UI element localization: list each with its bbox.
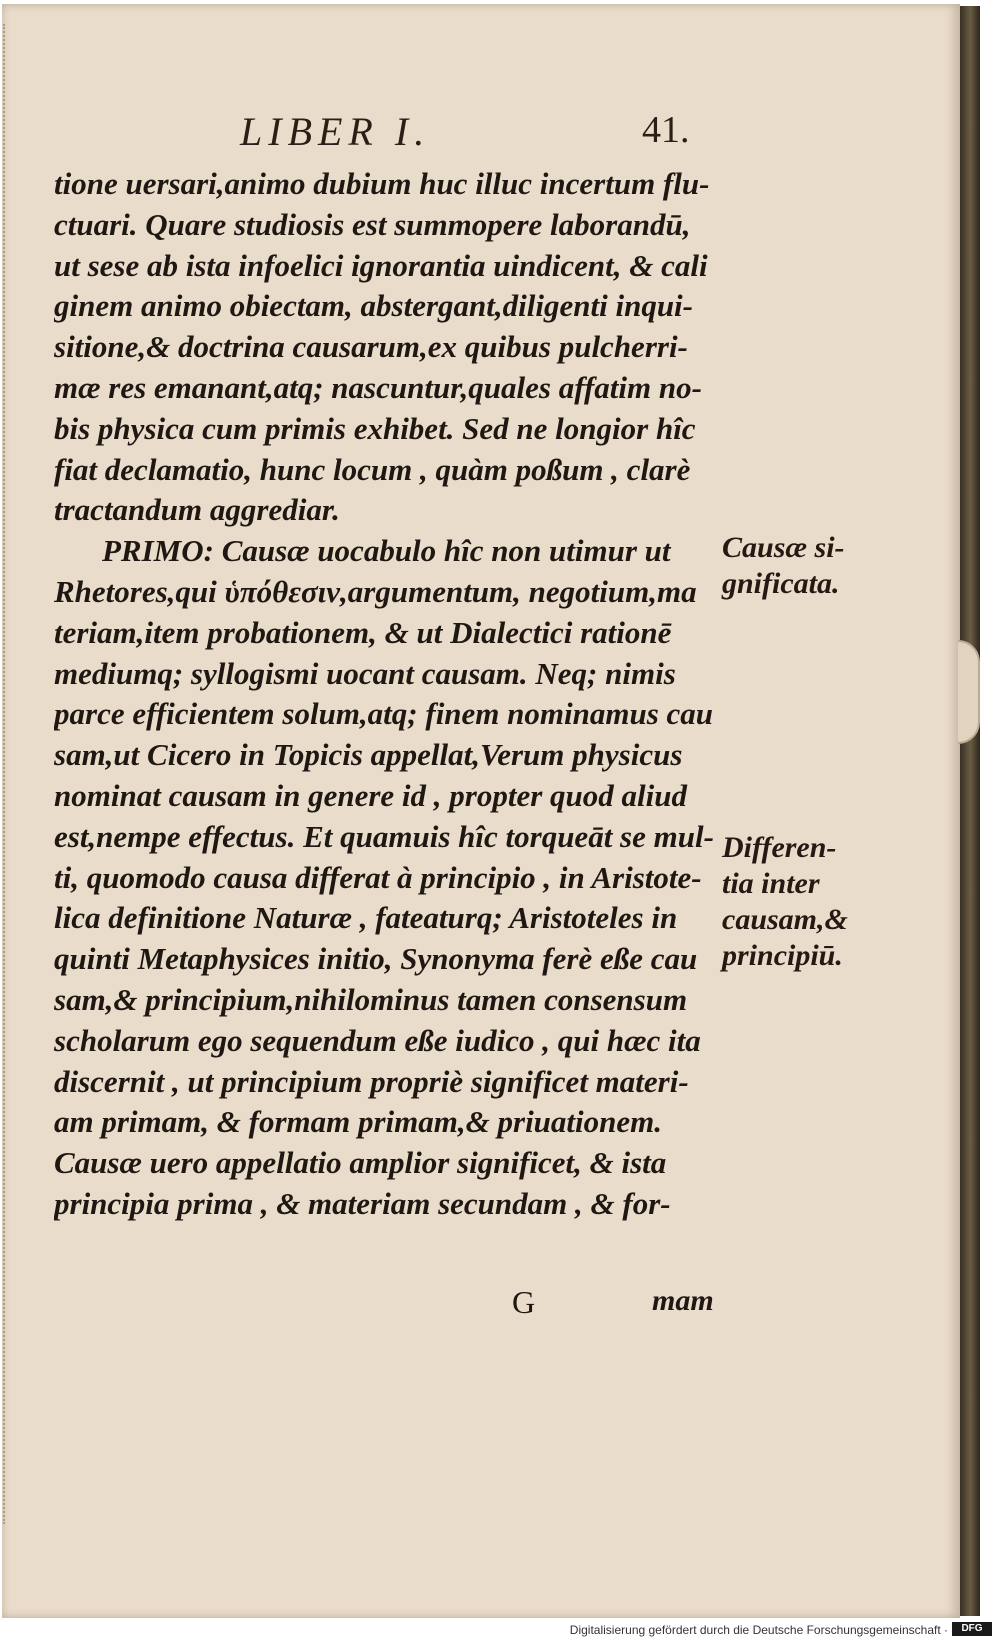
digitization-footer <box>0 1618 1000 1641</box>
text-line: ut sese ab ista infoelici ignorantia uindicent, & cali <box>54 247 708 283</box>
text-line: Rhetores,qui ὑπόθεσιν,argumentum, negotium,ma <box>54 573 697 609</box>
margin-note-line: causam,& <box>722 903 848 936</box>
text-line: scholarum ego sequendum eße iudico , qui hæc ita <box>54 1022 701 1058</box>
text-line: discernit , ut principium propriè significet materi- <box>54 1063 689 1099</box>
margin-note-line: Causæ si- <box>722 531 845 564</box>
page-header <box>2 96 960 156</box>
text-line: mæ res emanant,atq; nascuntur,quales affatim no- <box>54 369 702 405</box>
text-line: est,nempe effectus. Et quamuis hîc torqueāt se mul- <box>54 818 714 854</box>
text-line: ctuari. Quare studiosis est summopere laborandū, <box>54 206 691 242</box>
text-line: ginem animo obiectam, abstergant,diligenti inqui- <box>54 288 693 324</box>
text-line: teriam,item probationem, & ut Dialectici rationē <box>54 614 672 650</box>
gutter-mark <box>3 24 13 1524</box>
text-line: sam,ut Cicero in Topicis appellat,Verum physicus <box>54 737 683 773</box>
page-tab-shadow <box>958 640 980 744</box>
text-line: quinti Metaphysices initio, Synonyma ferè eße cau <box>54 941 698 977</box>
text-line: nominat causam in genere id , propter quod aliud <box>54 777 688 813</box>
body-text <box>54 164 722 1225</box>
text-line: mediumq; syllogismi uocant causam. Neq; nimis <box>54 655 676 691</box>
margin-note-significata <box>722 530 845 602</box>
text-line: lica definitione Naturæ , fateaturq; Aristoteles in <box>54 900 678 936</box>
page-number: 41. <box>642 109 690 151</box>
text-line: sitione,& doctrina causarum,ex quibus pulcherri- <box>54 329 688 365</box>
text-line: tractandum aggrediar. <box>54 492 340 528</box>
text-line: ti, quomodo causa differat à principio , in Aristote- <box>54 859 702 895</box>
margin-note-line: tia inter <box>722 867 820 900</box>
text-line: sam,& principium,nihilominus tamen consensum <box>54 981 688 1017</box>
margin-note-line: Differen- <box>722 831 837 864</box>
running-title: LIBER I. <box>240 109 431 154</box>
margin-note-line: gnificata. <box>722 567 840 600</box>
text-line: tione uersari,animo dubium huc illuc incertum flu- <box>54 166 710 201</box>
text-line: principia prima , & materiam secundam , & for- <box>54 1185 671 1221</box>
margin-note-line: principiū. <box>722 939 843 972</box>
funding-credit: Digitalisierung gefördert durch die Deutsche Forschungsgemeinschaft · <box>569 1623 948 1637</box>
dfg-logo: DFG <box>952 1622 992 1636</box>
text-line: am primam, & formam primam,& priuationem. <box>54 1104 663 1140</box>
text-line: parce efficientem solum,atq; finem nominamus cau <box>54 696 714 732</box>
catchword: mam <box>652 1284 714 1317</box>
paragraph-first-line: PRIMO: Causæ uocabulo hîc non utimur ut <box>102 533 671 569</box>
text-line: bis physica cum primis exhibet. Sed ne longior hîc <box>54 410 696 446</box>
text-line: Causæ uero appellatio amplior significet, & ista <box>54 1145 667 1181</box>
book-page <box>2 4 960 1618</box>
text-line: fiat declamatio, hunc locum , quàm poßum , clarè <box>54 451 691 487</box>
margin-note-differentia <box>722 830 848 974</box>
signature-mark: G <box>512 1284 536 1320</box>
